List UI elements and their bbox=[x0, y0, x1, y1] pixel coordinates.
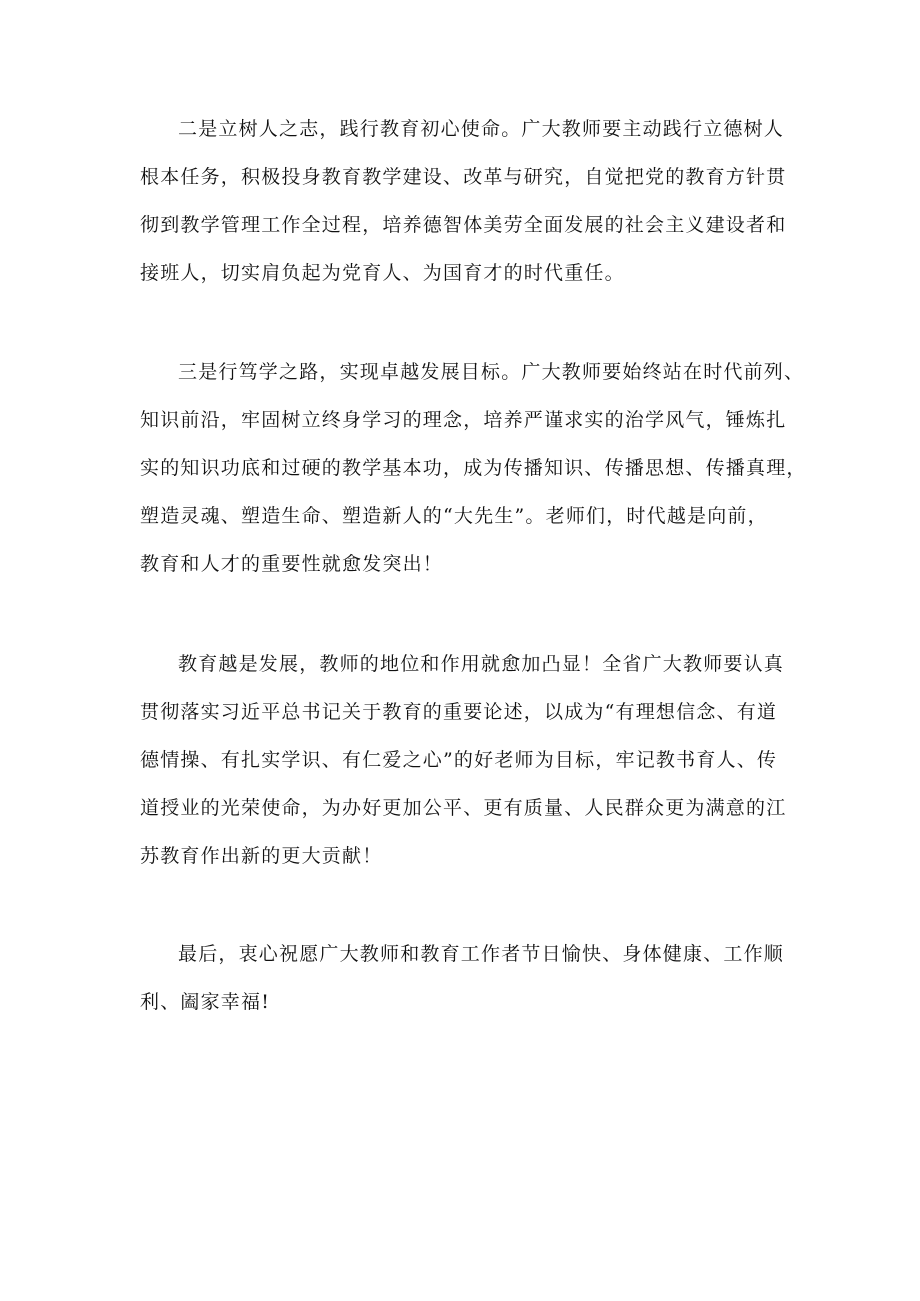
paragraph-line: 苏教育作出新的更大贡献！ bbox=[140, 845, 383, 867]
paragraph-4 bbox=[140, 930, 800, 1026]
paragraph-1 bbox=[140, 105, 800, 297]
paragraph-line: 教育越是发展，教师的地位和作用就愈加凸显！全省广大教师要认真 bbox=[178, 653, 785, 675]
paragraph-line: 德情操、有扎实学识、有仁爱之心”的好老师为目标，牢记教书育人、传 bbox=[140, 749, 778, 771]
paragraph-line: 最后，衷心祝愿广大教师和教育工作者节日愉快、身体健康、工作顺 bbox=[178, 943, 785, 965]
paragraph-line: 实的知识功底和过硬的教学基本功，成为传播知识、传播思想、传播真理， bbox=[140, 457, 807, 479]
paragraph-line: 道授业的光荣使命，为办好更加公平、更有质量、人民群众更为满意的江 bbox=[140, 797, 787, 819]
paragraph-2 bbox=[140, 348, 807, 588]
paragraph-line: 塑造灵魂、塑造生命、塑造新人的“大先生”。老师们，时代越是向前， bbox=[140, 505, 768, 527]
paragraph-line: 贯彻落实习近平总书记关于教育的重要论述，以成为“有理想信念、有道 bbox=[140, 701, 778, 723]
paragraph-line: 知识前沿，牢固树立终身学习的理念，培养严谨求实的治学风气，锤炼扎 bbox=[140, 409, 787, 431]
paragraph-line: 三是行笃学之路，实现卓越发展目标。广大教师要始终站在时代前列、 bbox=[178, 361, 805, 383]
paragraph-line: 利、阖家幸福! bbox=[140, 991, 271, 1013]
paragraph-line: 接班人，切实肩负起为党育人、为国育才的时代重任。 bbox=[140, 262, 625, 284]
paragraph-line: 根本任务，积极投身教育教学建设、改革与研究，自觉把党的教育方针贯 bbox=[140, 166, 787, 188]
paragraph-line: 二是立树人之志，践行教育初心使命。广大教师要主动践行立德树人 bbox=[178, 118, 785, 140]
paragraph-line: 教育和人才的重要性就愈发突出！ bbox=[140, 553, 444, 575]
paragraph-line: 彻到教学管理工作全过程，培养德智体美劳全面发展的社会主义建设者和 bbox=[140, 214, 787, 236]
paragraph-3 bbox=[140, 640, 800, 880]
